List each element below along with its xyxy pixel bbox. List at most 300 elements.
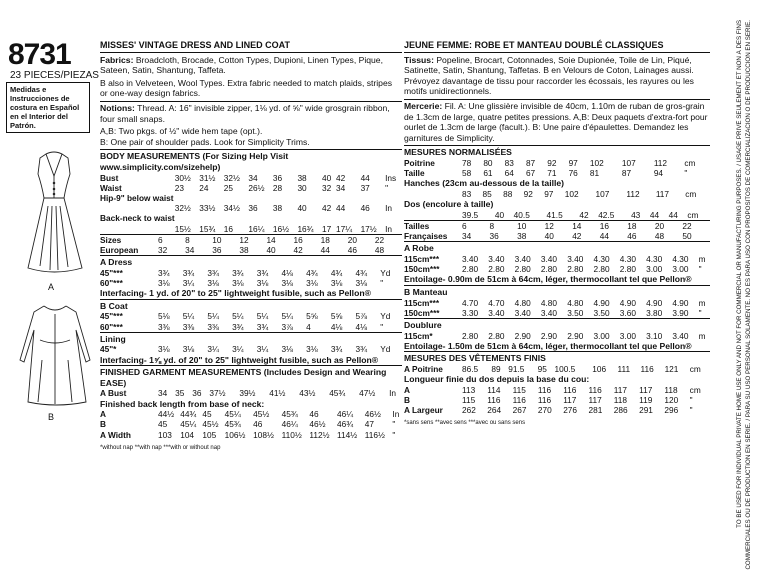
cell-value: 81 xyxy=(589,168,600,179)
cell-value: 116 xyxy=(487,394,501,405)
cell-value: 3.40 xyxy=(540,253,558,264)
cell-value: 44 xyxy=(336,203,346,214)
cell-value: 3.40 xyxy=(567,253,584,264)
cell-value: 4.30 xyxy=(619,253,636,264)
cell-value: 18 xyxy=(320,234,330,245)
cell-value: 121 xyxy=(664,363,679,374)
cell-value: 4⅛ xyxy=(330,321,343,332)
legal-line-1: TO BE USED FOR INDIVIDUAL PRIVATE HOME USE ONLY AND NOT FOR COMMERCIAL OR MANUFACTURING PURPOSES. / USAGE PRIVÉ SEULEMENT ET NON À DES FINS xyxy=(736,20,743,528)
cell-value: 112½ xyxy=(309,429,330,440)
row-label: 115cm*** xyxy=(404,253,440,264)
cell-value: 3⅜ xyxy=(182,321,195,332)
cell-value: 115 xyxy=(462,394,476,405)
cell-value: " xyxy=(698,264,702,275)
cell-value: 5⅝ xyxy=(306,311,318,322)
cell-value: 2.80 xyxy=(540,264,558,275)
cell-value: Yd xyxy=(380,267,391,278)
b-coat-table xyxy=(100,311,402,331)
cell-value: 3⅛ xyxy=(158,277,170,288)
table-row xyxy=(404,298,710,308)
cell-value: 92 xyxy=(523,188,533,199)
table-row xyxy=(404,254,710,264)
body-measurements-title: BODY MEASUREMENTS (For Sizing Help Visit www.simplicity.com/sizehelp) xyxy=(100,149,402,172)
cell-value: 106 xyxy=(592,363,607,374)
cell-value: 46½ xyxy=(309,419,326,430)
fabrics-b-text: B also in Velveteen, Wool Types. Extra fabric needed to match plaids, stripes or one-way design fabrics. xyxy=(100,77,393,99)
cell-value: 281 xyxy=(588,405,603,416)
cell-value: 40 xyxy=(544,231,554,242)
english-footnote: *without nap **with nap ***with or without nap xyxy=(100,444,221,451)
cell-value: 3⅞ xyxy=(281,321,293,332)
cell-value: 48 xyxy=(374,244,385,255)
cell-value: 88 xyxy=(503,188,513,199)
cell-value: 3¾ xyxy=(207,267,219,278)
row-label: Poitrine xyxy=(404,157,435,168)
row-label: 60"*** xyxy=(100,321,123,332)
table-row xyxy=(100,322,402,332)
cell-value: 25 xyxy=(223,182,234,193)
cell-value: 36 xyxy=(248,203,258,214)
cell-value: 267 xyxy=(512,405,527,416)
cell-value: 3.40 xyxy=(488,307,505,318)
cell-value: 46¼ xyxy=(281,419,298,430)
cell-value: 5¼ xyxy=(182,311,195,322)
cell-value: 26½ xyxy=(248,182,265,193)
cell-value: 45½ xyxy=(202,419,219,430)
cell-value: 4.80 xyxy=(514,297,531,308)
cell-value: 43 xyxy=(631,209,641,220)
cell-value: 39.5 xyxy=(462,209,479,220)
cell-value: 22 xyxy=(682,220,692,231)
cell-value: 113 xyxy=(462,384,476,395)
cell-value: 3.40 xyxy=(672,330,689,341)
cell-value: 16 xyxy=(293,234,303,245)
cell-value: 3⅛ xyxy=(256,277,269,288)
cell-value: 44 xyxy=(360,172,370,183)
notions-ab: A,B: Two pkgs. of ½" wide hem tape (opt.). xyxy=(100,126,263,137)
cell-value: " xyxy=(689,394,693,405)
row-label: Françaises xyxy=(404,231,448,242)
table-row xyxy=(404,308,710,318)
french-footnote: *sans sens **avec sens ***avec ou sans sens xyxy=(404,420,526,427)
cell-value: 34 xyxy=(462,231,472,242)
cell-value: 43½ xyxy=(299,388,316,399)
cell-value: 3⅛ xyxy=(207,277,219,288)
cell-value: 4.30 xyxy=(593,253,610,264)
cell-value: cm xyxy=(685,188,697,199)
cell-value: 17½ xyxy=(360,223,377,234)
cell-value: 30 xyxy=(297,182,307,193)
cell-value: 4¾ xyxy=(306,267,318,278)
cell-value: 3.10 xyxy=(646,330,663,341)
cell-value: 2.80 xyxy=(488,264,505,275)
mercerie-text: Mercerie: Fil. A: Une glissière invisible de 40cm, 1.10m de ruban de gros-grain de 1.3cm de large, quatre petites pressions. A,B: Deux paquets d'extra-fort pour ourlet de 1.3cm de large (facult.). B: Une paire d'épaulettes. Demandez les garnitures de Simplicity. xyxy=(404,99,710,143)
cell-value: 3⅛ xyxy=(232,277,244,288)
cell-value: 270 xyxy=(537,405,552,416)
table-row xyxy=(100,278,402,288)
cell-value: 45¼ xyxy=(180,419,197,430)
cell-value: 42.5 xyxy=(598,209,615,220)
finis-title: MESURES DES VÊTEMENTS FINIS xyxy=(404,351,710,364)
cell-value: 3¾ xyxy=(330,344,343,355)
row-label: 150cm*** xyxy=(404,307,440,318)
b-manteau-table xyxy=(404,298,710,318)
cell-value: 40 xyxy=(297,203,307,214)
cell-value: 118 xyxy=(664,384,678,395)
cell-value: 3.40 xyxy=(514,253,531,264)
cell-value: 108½ xyxy=(253,429,274,440)
cell-value: 8 xyxy=(185,234,190,245)
cell-value: 117 xyxy=(639,384,653,395)
cell-value: 45¼ xyxy=(224,409,241,420)
cell-value: 3¼ xyxy=(207,344,219,355)
a-dress-label: A Dress xyxy=(100,255,402,268)
cell-value: 104 xyxy=(180,429,195,440)
cell-value: In xyxy=(389,388,397,399)
cell-value: 34 xyxy=(248,172,258,183)
table-row xyxy=(100,224,402,234)
cell-value: 3.00 xyxy=(619,330,636,341)
table-row xyxy=(100,203,402,213)
cell-value: cm xyxy=(689,384,701,395)
cell-value: 46½ xyxy=(364,409,381,420)
cell-value: 3⅛ xyxy=(330,277,343,288)
cell-value: 44 xyxy=(599,231,609,242)
cell-value: 3¾ xyxy=(232,321,244,332)
cell-value: 3¾ xyxy=(355,344,368,355)
cell-value: 42 xyxy=(321,203,332,214)
cell-value: 10 xyxy=(212,234,222,245)
cell-value: 5⅛ xyxy=(158,311,170,322)
hanches-label: Hanches (23cm au-dessous de la taille) xyxy=(404,178,564,189)
a-interfacing: Interfacing- 1 yd. of 20" to 25" lightweight fusible, such as Pellon® xyxy=(100,288,371,299)
cell-value: 4¾ xyxy=(330,267,343,278)
b-manteau-label: B Manteau xyxy=(404,285,710,298)
cell-value: 80 xyxy=(483,157,493,168)
table-row xyxy=(100,409,402,419)
cell-value: 4.80 xyxy=(567,297,584,308)
cell-value: 38 xyxy=(297,172,307,183)
table-row xyxy=(100,245,402,255)
cell-value: 118 xyxy=(613,394,628,405)
cell-value: 3¼ xyxy=(182,277,195,288)
cell-value: 24 xyxy=(199,182,209,193)
row-label: Hip-9" below waist xyxy=(100,192,174,203)
cell-value: 3¼ xyxy=(256,344,269,355)
cell-value: 16½ xyxy=(272,223,290,234)
table-row xyxy=(100,183,402,193)
cell-value: 37½ xyxy=(209,388,226,399)
cell-value: 119 xyxy=(639,394,653,405)
table-row xyxy=(404,210,710,220)
cell-value: 115 xyxy=(512,384,526,395)
notions-text: Notions: Thread. A: 16" invisible zipper, 1⅛ yd. of ⅝" wide grosgrain ribbon, four small snaps. xyxy=(100,101,402,124)
row-label: A xyxy=(100,409,106,420)
a-entoilage: Entoilage- 0.90m de 51cm à 64cm, léger, thermocollant tel que Pellon® xyxy=(404,274,692,285)
cell-value: 5¼ xyxy=(232,311,244,322)
cell-value: 3⅛ xyxy=(158,344,170,355)
cell-value: 45½ xyxy=(253,409,270,420)
cell-value: 44 xyxy=(649,209,660,220)
cell-value: 120 xyxy=(664,394,679,405)
a-robe-table xyxy=(404,254,710,274)
finished-bust-table xyxy=(100,388,402,398)
cell-value: 17 xyxy=(321,223,332,234)
finished-title: FINISHED GARMENT MEASUREMENTS (Includes Design and Wearing EASE) xyxy=(100,365,402,388)
cell-value: 35 xyxy=(175,388,185,399)
cell-value: 10 xyxy=(517,220,527,231)
cell-value: 5¼ xyxy=(256,311,269,322)
view-b-label: B xyxy=(48,412,55,422)
cell-value: 114½ xyxy=(337,429,358,440)
cell-value: 85 xyxy=(482,188,492,199)
cell-value: 33½ xyxy=(199,203,216,214)
cell-value: 107 xyxy=(595,188,610,199)
cell-value: 89 xyxy=(491,363,501,374)
row-label: Tailles xyxy=(404,220,430,231)
table-row xyxy=(100,388,402,398)
row-label xyxy=(100,224,175,234)
cell-value: 39½ xyxy=(239,388,256,399)
cell-value: 36 xyxy=(212,244,222,255)
cell-value: 44 xyxy=(668,209,678,220)
cell-value: 5⅞ xyxy=(355,311,368,322)
cell-value: 16 xyxy=(599,220,609,231)
cell-value: 45 xyxy=(202,409,212,420)
cell-value: " xyxy=(392,429,396,440)
cell-value: 3.40 xyxy=(462,253,479,264)
cell-value: 17¼ xyxy=(336,223,353,234)
cell-value: 34 xyxy=(158,388,168,399)
row-label: 45"* xyxy=(100,344,117,355)
cell-value: Yd xyxy=(380,311,391,322)
cell-value: 3.00 xyxy=(646,264,663,275)
cell-value: 2.90 xyxy=(567,330,584,341)
cell-value: 103 xyxy=(158,429,172,440)
cell-value: 4.30 xyxy=(672,253,689,264)
row-label: 60"*** xyxy=(100,277,123,288)
cell-value: 4.80 xyxy=(540,297,558,308)
cell-value: 3⅛ xyxy=(355,277,368,288)
cell-value: " xyxy=(392,419,396,430)
cell-value: 3⅛ xyxy=(281,344,293,355)
cell-value: 58 xyxy=(462,168,472,179)
cell-value: 38 xyxy=(517,231,527,242)
row-label: A xyxy=(404,384,410,395)
row-label: Sizes xyxy=(100,234,122,245)
cell-value: 38 xyxy=(239,244,249,255)
cell-value: 31½ xyxy=(199,172,216,183)
view-b-coat-illustration xyxy=(10,300,100,410)
cell-value: 37 xyxy=(360,182,370,193)
cell-value: 20 xyxy=(654,220,665,231)
sizes-table xyxy=(100,234,402,255)
cell-value: 4.70 xyxy=(462,297,479,308)
cell-value: 116½ xyxy=(364,429,385,440)
cell-value: 97 xyxy=(544,188,554,199)
cell-value: 46 xyxy=(347,244,357,255)
cell-value: 116 xyxy=(640,363,654,374)
cell-value: 4.90 xyxy=(593,297,610,308)
cell-value: 86.5 xyxy=(462,363,479,374)
table-row xyxy=(404,231,710,241)
doublure-label: Doublure xyxy=(404,318,710,331)
cell-value: 48 xyxy=(654,231,665,242)
cell-value: 3.30 xyxy=(462,307,479,318)
row-label: European xyxy=(100,244,139,255)
cell-value: 44 xyxy=(320,244,330,255)
a-robe-label: A Robe xyxy=(404,241,710,254)
cell-value: 61 xyxy=(483,168,493,179)
cell-value: 71 xyxy=(547,168,557,179)
row-label: Waist xyxy=(100,182,122,193)
cell-value: 14 xyxy=(572,220,582,231)
cell-value: 3⅛ xyxy=(306,344,318,355)
cell-value: 116 xyxy=(563,384,577,395)
dos-table xyxy=(404,210,710,220)
cell-value: 2.80 xyxy=(488,330,505,341)
cell-value: 2.80 xyxy=(619,264,636,275)
table-row xyxy=(404,385,710,395)
cell-value: 3⅛ xyxy=(182,344,195,355)
cell-value: 4.90 xyxy=(672,297,689,308)
cell-value: 91.5 xyxy=(508,363,525,374)
cell-value: m xyxy=(698,330,706,341)
cell-value: 262 xyxy=(462,405,476,416)
legal-notice xyxy=(714,20,774,570)
longueur-table xyxy=(404,385,710,416)
cell-value: 32½ xyxy=(223,172,240,183)
row-label: A Largeur xyxy=(404,405,443,416)
cell-value: " xyxy=(380,277,384,288)
cell-value: 3¼ xyxy=(232,344,244,355)
row-label: 150cm*** xyxy=(404,264,440,275)
cell-value: 111 xyxy=(617,363,631,374)
cell-value: 22 xyxy=(374,234,385,245)
cell-value: 3.80 xyxy=(646,307,663,318)
cell-value: m xyxy=(698,253,706,264)
cell-value: 4.70 xyxy=(488,297,505,308)
cell-value: 38 xyxy=(272,203,283,214)
cell-value: 40.5 xyxy=(513,209,530,220)
cell-value: 32½ xyxy=(174,203,191,214)
spanish-instructions-note: Medidas e Instrucciones de costura en Español en el Interior del Patrón. xyxy=(6,82,90,133)
doublure-table xyxy=(404,331,710,341)
cell-value: Ins xyxy=(385,172,397,183)
cell-value: 15¾ xyxy=(199,223,216,234)
table-row xyxy=(100,268,402,278)
cell-value: 47½ xyxy=(359,388,376,399)
cell-value: 46¼ xyxy=(337,409,354,420)
cell-value: 12 xyxy=(239,234,249,245)
notions-b: B: One pair of shoulder pads. Look for Simplicity Trims. xyxy=(100,136,310,147)
cell-value: 117 xyxy=(655,188,670,199)
mesures-table xyxy=(404,158,710,178)
cell-value: 6 xyxy=(462,220,467,231)
cell-value: 4⅛ xyxy=(355,321,368,332)
cell-value: 117 xyxy=(613,384,628,395)
english-column xyxy=(100,40,402,453)
cell-value: cm xyxy=(689,363,701,374)
table-row xyxy=(404,158,710,168)
cell-value: 4.30 xyxy=(646,253,663,264)
view-a-label: A xyxy=(48,282,55,292)
b-interfacing: Interfacing- 1⅝ yd. of 20" to 25" lightweight fusible, such as Pellon® xyxy=(100,354,379,365)
cell-value: 15½ xyxy=(174,223,191,234)
cell-value: 64 xyxy=(504,168,514,179)
table-row xyxy=(404,364,710,374)
cell-value: 100.5 xyxy=(554,363,576,374)
french-column xyxy=(404,40,710,429)
cell-value: 3¾ xyxy=(256,267,269,278)
cell-value: 116 xyxy=(537,384,552,395)
cell-value: 2.80 xyxy=(462,330,479,341)
cell-value: 116 xyxy=(537,394,552,405)
cell-value: 4.90 xyxy=(646,297,663,308)
table-row xyxy=(404,264,710,274)
cell-value: 78 xyxy=(462,157,472,168)
cell-value: 47 xyxy=(364,419,374,430)
cell-value: 2.90 xyxy=(514,330,531,341)
row-label: 45"*** xyxy=(100,311,123,322)
longueur-title: Longueur finie du dos depuis la base du cou: xyxy=(404,374,590,385)
cell-value: 3⅜ xyxy=(207,321,219,332)
b-entoilage: Entoilage- 1.50m de 51cm à 64cm, léger, thermocollant tel que Pellon® xyxy=(404,340,692,351)
cell-value: 46 xyxy=(253,419,263,430)
back-length-table xyxy=(100,409,402,440)
table-row xyxy=(404,220,710,231)
cell-value: 32 xyxy=(321,182,332,193)
cell-value: 3.90 xyxy=(672,307,689,318)
row-label: 115cm*** xyxy=(404,297,440,308)
cell-value: 12 xyxy=(544,220,554,231)
cell-value: " xyxy=(698,307,702,318)
cell-value: 45¾ xyxy=(329,388,346,399)
cell-value: 83 xyxy=(462,188,472,199)
cell-value: 2.80 xyxy=(593,264,610,275)
cell-value: 67 xyxy=(525,168,536,179)
english-title: MISSES' VINTAGE DRESS AND LINED COAT xyxy=(100,40,402,53)
cell-value: m xyxy=(698,297,706,308)
cell-value: 3⅜ xyxy=(158,321,170,332)
cell-value: 40 xyxy=(494,209,505,220)
cell-value: 3.50 xyxy=(567,307,584,318)
a-dress-table xyxy=(100,268,402,288)
cell-value: 276 xyxy=(563,405,578,416)
cell-value: 46 xyxy=(309,409,319,420)
cell-value: 45 xyxy=(158,419,168,430)
cell-value: 32 xyxy=(158,244,168,255)
cell-value: 95 xyxy=(537,363,547,374)
cell-value: 18 xyxy=(627,220,637,231)
table-row xyxy=(100,193,402,203)
cell-value: 3.60 xyxy=(619,307,636,318)
cell-value: 4¾ xyxy=(355,267,368,278)
cell-value: 46¾ xyxy=(337,419,354,430)
row-label xyxy=(404,189,462,199)
cell-value: 3.00 xyxy=(672,264,689,275)
row-label xyxy=(100,203,175,213)
cell-value: 3.40 xyxy=(514,307,531,318)
cell-value: 34 xyxy=(185,244,195,255)
lining-label: Lining xyxy=(100,332,402,345)
pieces-count: 23 PIECES/PIEZAS xyxy=(10,70,99,81)
table-row xyxy=(404,189,710,199)
table-row xyxy=(404,395,710,405)
dos-label: Dos (encolure à taille) xyxy=(404,199,494,210)
cell-value: 110½ xyxy=(281,429,302,440)
cell-value: 5¼ xyxy=(281,311,293,322)
